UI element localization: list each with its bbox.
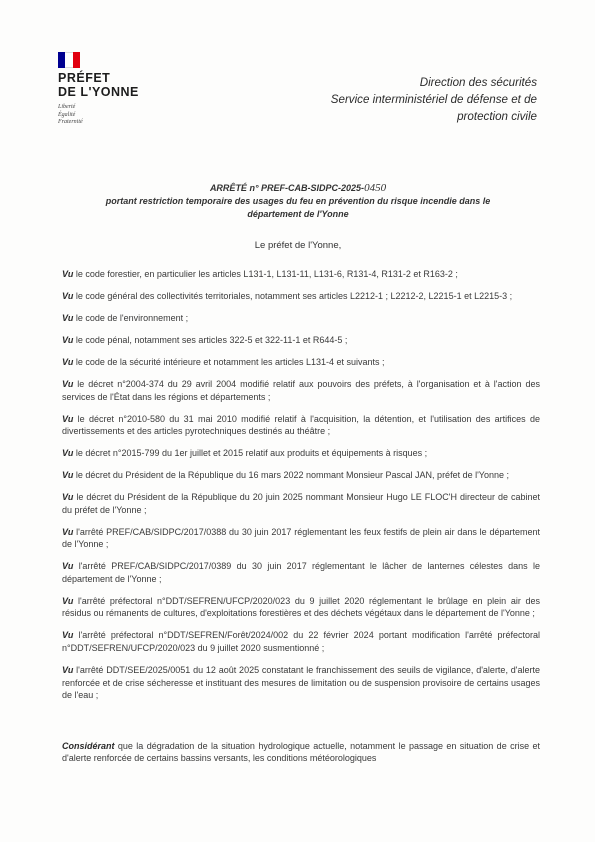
vu-text: l'arrêté PREF/CAB/SIDPC/2017/0388 du 30 juin 2017 réglementant les feux festifs de plein air dans le département de l'Yonne ; bbox=[62, 526, 540, 550]
motto-liberte: Liberté bbox=[58, 104, 76, 110]
vu-text: le code forestier, en particulier les articles L131-1, L131-11, L131-6, R131-4, R131-2 et R163-2 ; bbox=[75, 269, 458, 279]
motto-fraternite: Fraternité bbox=[58, 119, 83, 125]
motto-egalite: Égalité bbox=[58, 111, 76, 118]
vu-paragraph bbox=[62, 312, 540, 325]
vu-keyword: Vu bbox=[62, 356, 74, 367]
vu-keyword: Vu bbox=[62, 561, 74, 572]
vu-keyword: Vu bbox=[62, 470, 74, 481]
vu-text: le code de l'environnement ; bbox=[75, 312, 189, 323]
vu-keyword: Vu bbox=[62, 664, 74, 675]
vu-keyword: Vu bbox=[62, 448, 74, 459]
vu-keyword: Vu bbox=[62, 413, 74, 424]
vu-paragraph bbox=[62, 491, 540, 516]
prefecture-logo bbox=[58, 52, 168, 127]
vu-paragraph bbox=[62, 356, 540, 369]
vu-text: le code général des collectivités territoriales, notamment ses articles L2212-1 ; L2212-2, L2215-1 et L2215-3 ; bbox=[75, 290, 513, 301]
service-line-2: Service interministériel de défense et de bbox=[330, 93, 537, 106]
service-header bbox=[267, 74, 537, 125]
service-line-3: protection civile bbox=[457, 110, 537, 123]
vu-keyword: Vu bbox=[62, 526, 74, 537]
decree-subject-line-2: département de l'Yonne bbox=[247, 209, 349, 219]
vu-keyword: Vu bbox=[62, 595, 74, 606]
vu-paragraph bbox=[62, 629, 540, 654]
decree-title bbox=[60, 182, 536, 221]
vu-keyword: Vu bbox=[62, 334, 74, 345]
vu-keyword: Vu bbox=[62, 312, 74, 323]
vu-text: le décret du Président de la République du 16 mars 2022 nommant Monsieur Pascal JAN, préfet de l'Yonne ; bbox=[75, 470, 510, 481]
vu-paragraph bbox=[62, 268, 540, 281]
vu-keyword: Vu bbox=[62, 630, 74, 641]
decree-body bbox=[62, 268, 540, 765]
logo-line-1: PRÉFET bbox=[58, 71, 111, 85]
vu-paragraph bbox=[62, 290, 540, 303]
prefet-line: Le préfet de l'Yonne, bbox=[254, 240, 342, 251]
vu-text: le code de la sécurité intérieure et notamment les articles L131-4 et suivants ; bbox=[75, 356, 385, 367]
logo-line-2: DE L'YONNE bbox=[58, 85, 139, 99]
vu-paragraph bbox=[62, 413, 540, 438]
vu-list bbox=[62, 268, 540, 702]
vu-paragraph bbox=[62, 664, 540, 702]
vu-text: l'arrêté préfectoral n°DDT/SEFREN/UFCP/2020/023 du 9 juillet 2020 réglementant le brûlage en plein air des résidus ou rémanents de cultures, d'exploitations forestières et des déchets végétaux dans le département de l'Yonne ; bbox=[62, 595, 540, 619]
vu-paragraph bbox=[62, 560, 540, 585]
vu-paragraph bbox=[62, 526, 540, 551]
vu-text: le décret n°2010-580 du 31 mai 2010 modifié relatif à l'acquisition, la détention, et l'utilisation des artifices de divertissements et des articles pyrotechniques destinés au théâtre ; bbox=[62, 413, 540, 437]
vu-paragraph bbox=[62, 595, 540, 620]
considerant-paragraph: Considérant que la dégradation de la situation hydrologique actuelle, notamment le passage en situation de crise et d'alerte renforcée de certains bassins versants, les conditions météorologiques bbox=[62, 740, 540, 764]
vu-paragraph bbox=[62, 334, 540, 347]
vu-text: l'arrêté préfectoral n°DDT/SEFREN/Forêt/2024/002 du 22 février 2024 portant modification l'arrêté préfectoral n°DDT/SEFREN/UFCP/2020/023 du 9 juillet 2020 susmentionné ; bbox=[62, 630, 540, 653]
vu-paragraph bbox=[62, 447, 540, 460]
vu-text: le décret n°2004-374 du 29 avril 2004 modifié relatif aux pouvoirs des préfets, à l'organisation et à l'action des services de l'État dans les régions et départements ; bbox=[62, 378, 540, 402]
vu-keyword: Vu bbox=[62, 290, 74, 301]
vu-text: le décret n°2015-799 du 1er juillet et 2015 relatif aux produits et équipements à risques ; bbox=[75, 448, 428, 459]
vu-paragraph bbox=[62, 469, 540, 482]
service-line-1: Direction des sécurités bbox=[419, 76, 537, 89]
vu-text: le décret du Président de la République du 20 juin 2025 nommant Monsieur Hugo LE FLOC'H directeur de cabinet du préfet de l'Yonne ; bbox=[62, 492, 540, 515]
decree-subject-line-1: portant restriction temporaire des usages du feu en prévention du risque incendie dans le bbox=[105, 196, 491, 206]
handwritten-number: 0450 bbox=[364, 182, 387, 194]
vu-text: le code pénal, notamment ses articles 322-5 et 322-11-1 et R644-5 ; bbox=[75, 334, 348, 345]
vu-keyword: Vu bbox=[62, 269, 74, 279]
republic-motto bbox=[58, 104, 168, 127]
decree-number: ARRÊTÉ n° PREF-CAB-SIDPC-2025-0450 bbox=[209, 182, 387, 194]
vu-keyword: Vu bbox=[62, 378, 74, 389]
vu-keyword: Vu bbox=[62, 492, 74, 503]
vu-text: l'arrêté DDT/SEE/2025/0051 du 12 août 2025 constatant le franchissement des seuils de vigilance, d'alerte, d'alerte renforcée et de crise sécheresse et instituant des mesures de limitation ou de suspension provisoire de certains usages de l'eau ; bbox=[62, 664, 540, 701]
marianne-logo-icon bbox=[58, 52, 80, 68]
vu-text: l'arrêté PREF/CAB/SIDPC/2017/0389 du 30 juin 2017 réglementant le lâcher de lanternes célestes dans le département de l'Yonne ; bbox=[62, 561, 540, 584]
vu-paragraph bbox=[62, 378, 540, 403]
